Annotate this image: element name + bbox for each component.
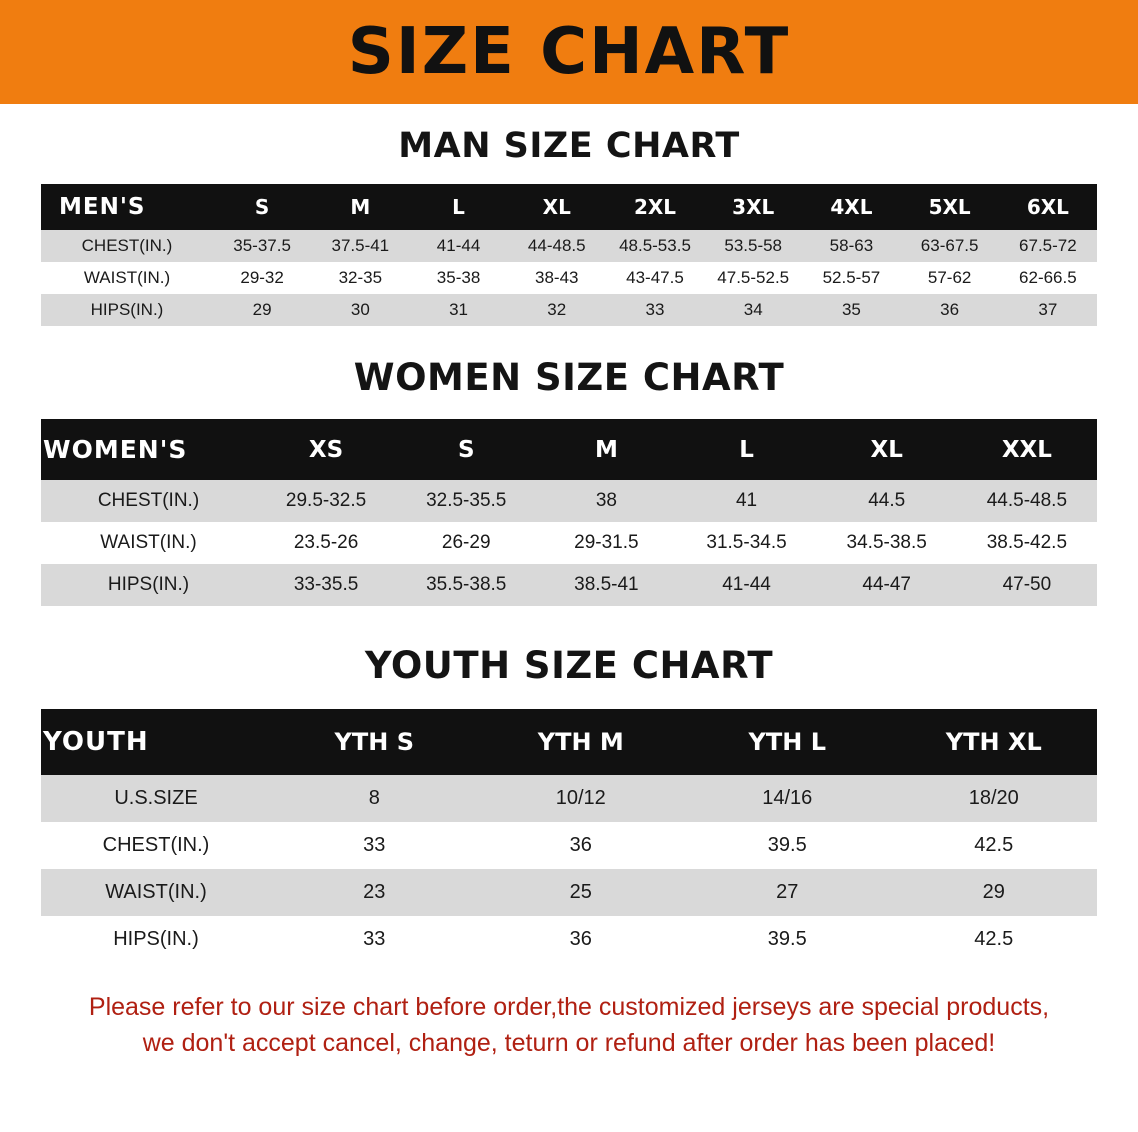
table-cell: 42.5 bbox=[891, 916, 1098, 963]
row-header: CHEST(IN.) bbox=[41, 230, 213, 262]
table-cell: 18/20 bbox=[891, 775, 1098, 822]
table-corner-header: YOUTH bbox=[41, 709, 271, 775]
row-header: CHEST(IN.) bbox=[41, 822, 271, 869]
table-cell: 43-47.5 bbox=[606, 262, 704, 294]
table-cell: 8 bbox=[271, 775, 478, 822]
table-cell: 36 bbox=[478, 916, 685, 963]
table-cell: 29 bbox=[891, 869, 1098, 916]
table-cell: 29-31.5 bbox=[536, 522, 676, 564]
table-cell: 35 bbox=[802, 294, 900, 326]
table-cell: 48.5-53.5 bbox=[606, 230, 704, 262]
table-cell: 23.5-26 bbox=[256, 522, 396, 564]
header-banner bbox=[0, 0, 1138, 104]
table-cell: 41-44 bbox=[676, 564, 816, 606]
row-header: HIPS(IN.) bbox=[41, 294, 213, 326]
table-row bbox=[41, 916, 1097, 963]
table-cell: 29.5-32.5 bbox=[256, 480, 396, 522]
table-cell: 42.5 bbox=[891, 822, 1098, 869]
row-header: HIPS(IN.) bbox=[41, 564, 256, 606]
table-cell: 32.5-35.5 bbox=[396, 480, 536, 522]
row-header: U.S.SIZE bbox=[41, 775, 271, 822]
table-cell: 26-29 bbox=[396, 522, 536, 564]
column-header: XXL bbox=[957, 419, 1097, 480]
table-cell: 10/12 bbox=[478, 775, 685, 822]
table-row bbox=[41, 522, 1097, 564]
table-cell: 38.5-41 bbox=[536, 564, 676, 606]
column-header: 4XL bbox=[802, 184, 900, 230]
table-cell: 35.5-38.5 bbox=[396, 564, 536, 606]
row-header: WAIST(IN.) bbox=[41, 262, 213, 294]
column-header: 6XL bbox=[999, 184, 1097, 230]
row-header: WAIST(IN.) bbox=[41, 522, 256, 564]
table-cell: 39.5 bbox=[684, 822, 891, 869]
man-table-wrapper bbox=[41, 184, 1097, 326]
note-line-2: we don't accept cancel, change, teturn or refund after order has been placed! bbox=[142, 1029, 996, 1058]
column-header: XS bbox=[256, 419, 396, 480]
table-row bbox=[41, 230, 1097, 262]
column-header: YTH XL bbox=[891, 709, 1098, 775]
column-header: YTH M bbox=[478, 709, 685, 775]
column-header: XL bbox=[508, 184, 606, 230]
table-cell: 37.5-41 bbox=[311, 230, 409, 262]
table-header-row bbox=[41, 419, 1097, 480]
column-header: L bbox=[676, 419, 816, 480]
table-cell: 58-63 bbox=[802, 230, 900, 262]
table-cell: 29-32 bbox=[213, 262, 311, 294]
table-cell: 37 bbox=[999, 294, 1097, 326]
column-header: S bbox=[396, 419, 536, 480]
table-cell: 36 bbox=[901, 294, 999, 326]
women-section-title: WOMEN SIZE CHART bbox=[353, 356, 785, 399]
table-cell: 41-44 bbox=[409, 230, 507, 262]
table-cell: 47.5-52.5 bbox=[704, 262, 802, 294]
table-cell: 44.5-48.5 bbox=[957, 480, 1097, 522]
table-cell: 44.5 bbox=[817, 480, 957, 522]
table-cell: 33 bbox=[606, 294, 704, 326]
table-cell: 34 bbox=[704, 294, 802, 326]
table-row bbox=[41, 775, 1097, 822]
table-cell: 32 bbox=[508, 294, 606, 326]
man-section-title: MAN SIZE CHART bbox=[398, 126, 740, 166]
table-cell: 34.5-38.5 bbox=[817, 522, 957, 564]
table-cell: 33 bbox=[271, 916, 478, 963]
column-header: S bbox=[213, 184, 311, 230]
women-table-wrapper bbox=[41, 419, 1097, 606]
table-cell: 44-47 bbox=[817, 564, 957, 606]
column-header: 2XL bbox=[606, 184, 704, 230]
table-cell: 38-43 bbox=[508, 262, 606, 294]
table-cell: 38 bbox=[536, 480, 676, 522]
column-header: YTH S bbox=[271, 709, 478, 775]
table-row bbox=[41, 564, 1097, 606]
table-cell: 25 bbox=[478, 869, 685, 916]
table-cell: 31 bbox=[409, 294, 507, 326]
table-cell: 63-67.5 bbox=[901, 230, 999, 262]
column-header: 3XL bbox=[704, 184, 802, 230]
table-row bbox=[41, 869, 1097, 916]
table-row bbox=[41, 822, 1097, 869]
table-cell: 33-35.5 bbox=[256, 564, 396, 606]
table-cell: 36 bbox=[478, 822, 685, 869]
youth-table-wrapper bbox=[41, 709, 1097, 963]
table-header-row bbox=[41, 709, 1097, 775]
table-cell: 35-37.5 bbox=[213, 230, 311, 262]
table-row bbox=[41, 294, 1097, 326]
column-header: YTH L bbox=[684, 709, 891, 775]
table-cell: 67.5-72 bbox=[999, 230, 1097, 262]
table-cell: 23 bbox=[271, 869, 478, 916]
column-header: M bbox=[311, 184, 409, 230]
table-cell: 31.5-34.5 bbox=[676, 522, 816, 564]
order-policy-note bbox=[39, 989, 1099, 1062]
column-header: L bbox=[409, 184, 507, 230]
man-size-table bbox=[41, 184, 1097, 326]
table-cell: 53.5-58 bbox=[704, 230, 802, 262]
row-header: CHEST(IN.) bbox=[41, 480, 256, 522]
table-row bbox=[41, 480, 1097, 522]
row-header: HIPS(IN.) bbox=[41, 916, 271, 963]
table-cell: 27 bbox=[684, 869, 891, 916]
column-header: M bbox=[536, 419, 676, 480]
column-header: 5XL bbox=[901, 184, 999, 230]
column-header: XL bbox=[817, 419, 957, 480]
table-cell: 29 bbox=[213, 294, 311, 326]
table-cell: 32-35 bbox=[311, 262, 409, 294]
women-size-table bbox=[41, 419, 1097, 606]
table-header-row bbox=[41, 184, 1097, 230]
table-corner-header: WOMEN'S bbox=[41, 419, 256, 480]
youth-section-title: YOUTH SIZE CHART bbox=[364, 644, 774, 687]
table-cell: 39.5 bbox=[684, 916, 891, 963]
table-cell: 62-66.5 bbox=[999, 262, 1097, 294]
table-cell: 57-62 bbox=[901, 262, 999, 294]
table-cell: 14/16 bbox=[684, 775, 891, 822]
note-line-1: Please refer to our size chart before order,the customized jerseys are special products, bbox=[88, 993, 1050, 1021]
table-cell: 33 bbox=[271, 822, 478, 869]
youth-size-table bbox=[41, 709, 1097, 963]
table-cell: 52.5-57 bbox=[802, 262, 900, 294]
table-cell: 41 bbox=[676, 480, 816, 522]
table-cell: 38.5-42.5 bbox=[957, 522, 1097, 564]
row-header: WAIST(IN.) bbox=[41, 869, 271, 916]
table-cell: 47-50 bbox=[957, 564, 1097, 606]
table-corner-header: MEN'S bbox=[41, 184, 213, 230]
table-cell: 44-48.5 bbox=[508, 230, 606, 262]
table-row bbox=[41, 262, 1097, 294]
page-title: SIZE CHART bbox=[347, 15, 791, 89]
table-cell: 30 bbox=[311, 294, 409, 326]
table-cell: 35-38 bbox=[409, 262, 507, 294]
